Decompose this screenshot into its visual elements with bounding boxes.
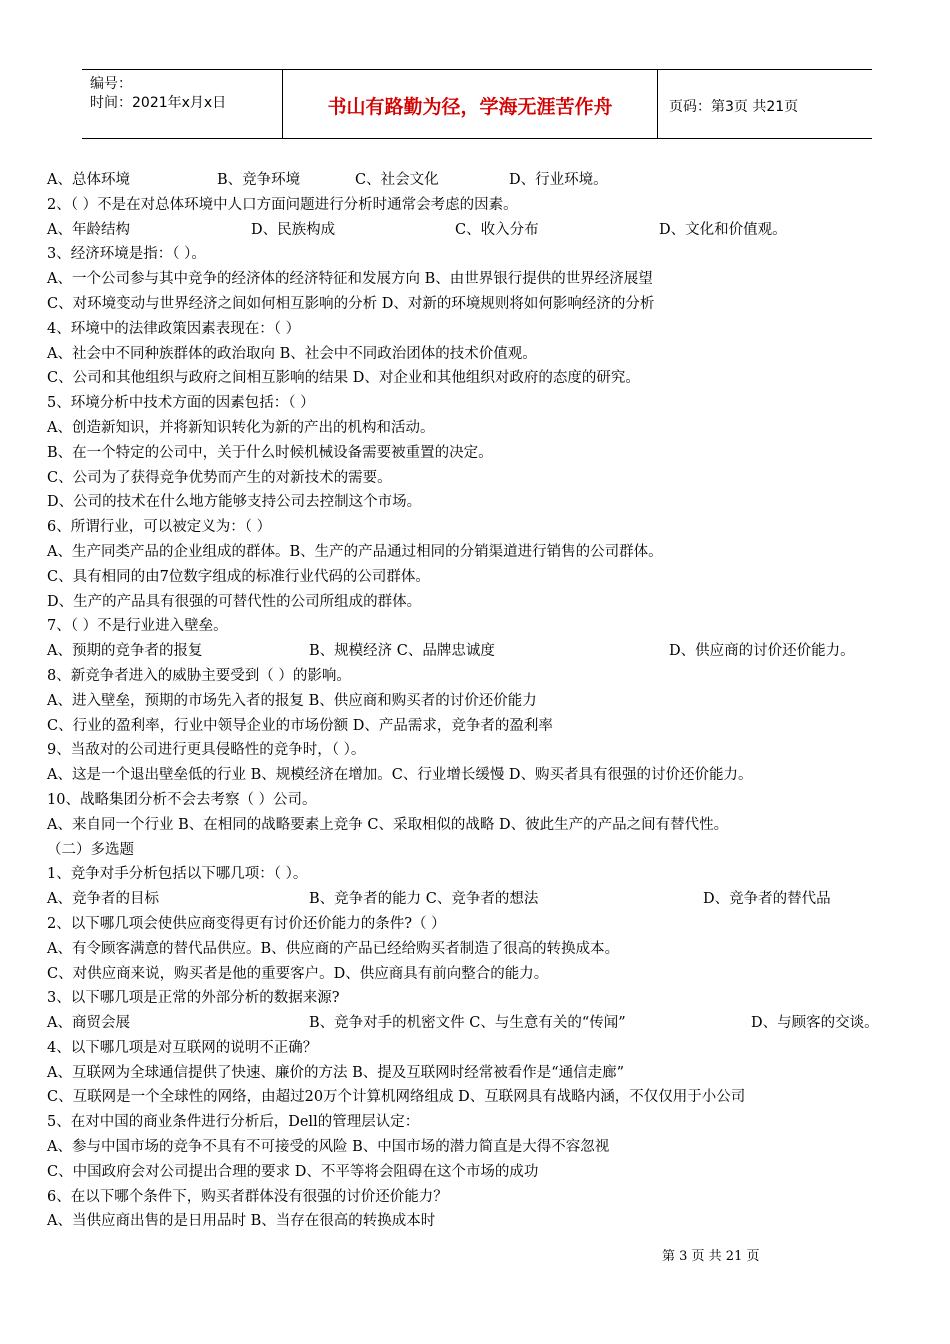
text-segment: D、文化和价值观。 xyxy=(659,221,787,238)
text-segment: A、商贸会展 xyxy=(47,1015,130,1032)
text-segment: 4、以下哪几项是对互联网的说明不正确？ xyxy=(47,1039,318,1056)
text-segment: A、总体环境 xyxy=(47,172,130,188)
text-segment: 8、新竞争者进入的威胁主要受到（ ）的影响。 xyxy=(47,667,351,684)
text-segment: A、社会中不同种族群体的政治取向 B、社会中不同政治团体的技术价值观。 xyxy=(47,345,537,362)
text-segment: B、竞争者的能力 C、竞争者的想法 xyxy=(309,891,539,908)
text-segment: 5、在对中国的商业条件进行分析后，Dell的管理层认定： xyxy=(47,1114,420,1131)
text-line xyxy=(47,1061,907,1086)
text-segment: C、收入分布 xyxy=(455,221,539,238)
text-segment: C、具有相同的由7位数字组成的标准行业代码的公司群体。 xyxy=(47,568,430,585)
header-meta-cell xyxy=(82,70,282,138)
text-line xyxy=(47,763,907,788)
text-segment: A、来自同一个行业 B、在相同的战略要素上竞争 C、采取相似的战略 D、彼此生产的产品之间有替代性。 xyxy=(47,816,729,833)
text-line xyxy=(47,986,907,1011)
text-line xyxy=(47,366,907,391)
text-segment: 10、战略集团分析不会去考察（ ）公司。 xyxy=(47,791,317,808)
text-segment: 4、环境中的法律政策因素表现在：（ ） xyxy=(47,320,301,337)
text-segment: C、公司为了获得竞争优势而产生的对新技术的需要。 xyxy=(47,469,392,486)
text-segment: A、互联网为全球通信提供了快速、廉价的方法 B、提及互联网时经常被看作是“通信走廊” xyxy=(47,1064,625,1081)
text-segment: A、有令顾客满意的替代品供应。B、供应商的产品已经给购买者制造了很高的转换成本。 xyxy=(47,940,620,957)
text-line xyxy=(47,1011,907,1036)
text-line xyxy=(47,937,907,962)
text-line xyxy=(47,565,907,590)
text-segment: 9、当敌对的公司进行更具侵略性的竞争时，（ ）。 xyxy=(47,742,366,759)
text-segment: （二）多选题 xyxy=(47,841,134,858)
text-segment: 5、环境分析中技术方面的因素包括：（ ） xyxy=(47,395,315,412)
text-segment: D、生产的产品具有很强的可替代性的公司所组成的群体。 xyxy=(47,593,422,610)
text-segment: A、生产同类产品的企业组成的群体。B、生产的产品通过相同的分销渠道进行销售的公司群体。 xyxy=(47,543,663,560)
text-line xyxy=(47,838,907,863)
text-line xyxy=(47,912,907,937)
page-footer: 第 3 页 共 21 页 xyxy=(662,1249,760,1264)
text-line xyxy=(47,1036,907,1061)
text-segment: D、行业环境。 xyxy=(509,172,608,188)
text-segment: 3、经济环境是指：（ ）。 xyxy=(47,246,206,263)
text-segment: C、对环境变动与世界经济之间如何相互影响的分析 D、对新的环境规则将如何影响经济的分析 xyxy=(47,295,655,312)
text-line xyxy=(47,391,907,416)
text-line xyxy=(47,490,907,515)
text-line xyxy=(47,614,907,639)
text-segment: A、参与中国市场的竞争不具有不可接受的风险 B、中国市场的潜力简直是大得不容忽视 xyxy=(47,1139,610,1156)
text-segment: D、供应商的讨价还价能力。 xyxy=(669,643,855,660)
text-segment: C、公司和其他组织与政府之间相互影响的结果 D、对企业和其他组织对政府的态度的研究。 xyxy=(47,370,640,387)
text-segment: A、一个公司参与其中竞争的经济体的经济特征和发展方向 B、由世界银行提供的世界经济展望 xyxy=(47,271,653,288)
text-line xyxy=(47,664,907,689)
text-line xyxy=(47,441,907,466)
text-segment: A、竞争者的目标 xyxy=(47,891,159,908)
text-line xyxy=(47,540,907,565)
text-segment: 1、竞争对手分析包括以下哪几项：（ ）。 xyxy=(47,866,308,883)
text-segment: 6、在以下哪个条件下，购买者群体没有很强的讨价还价能力？ xyxy=(47,1188,448,1205)
text-line xyxy=(47,639,907,664)
text-line xyxy=(47,292,907,317)
text-line xyxy=(47,1135,907,1160)
text-segment: A、这是一个退出壁垒低的行业 B、规模经济在增加。C、行业增长缓慢 D、购买者具有很强的讨价还价能力。 xyxy=(47,767,753,784)
text-segment: A、预期的竞争者的报复 xyxy=(47,643,203,660)
text-segment: B、规模经济 C、品牌忠诚度 xyxy=(309,643,495,660)
text-segment: C、中国政府会对公司提出合理的要求 D、不平等将会阻碍在这个市场的成功 xyxy=(47,1163,539,1180)
text-line xyxy=(47,689,907,714)
header-motto-cell xyxy=(282,70,658,138)
text-segment: 2、（ ）不是在对总体环境中人口方面问题进行分析时通常会考虑的因素。 xyxy=(47,196,518,213)
text-line xyxy=(47,218,907,243)
text-segment: A、进入壁垒，预期的市场先入者的报复 B、供应商和购买者的讨价还价能力 xyxy=(47,692,537,709)
text-line xyxy=(47,813,907,838)
text-segment: B、竞争对手的机密文件 C、与生意有关的“传闻” xyxy=(309,1015,626,1032)
text-line xyxy=(47,168,907,193)
text-segment: C、对供应商来说，购买者是他的重要客户。D、供应商具有前向整合的能力。 xyxy=(47,965,549,982)
text-line xyxy=(47,862,907,887)
number-label: 编号： xyxy=(90,76,132,92)
text-segment: C、行业的盈利率，行业中领导企业的市场份额 D、产品需求，竞争者的盈利率 xyxy=(47,717,553,734)
text-line xyxy=(47,590,907,615)
text-line xyxy=(47,515,907,540)
text-segment: D、公司的技术在什么地方能够支持公司去控制这个市场。 xyxy=(47,494,422,511)
text-line xyxy=(47,193,907,218)
text-segment: C、社会文化 xyxy=(355,172,439,188)
page-info: 页码：第3页 共21页 xyxy=(669,99,799,115)
document-body xyxy=(47,168,907,1234)
text-line xyxy=(47,317,907,342)
text-segment: 7、（ ）不是行业进入壁垒。 xyxy=(47,618,228,635)
text-segment: 3、以下哪几项是正常的外部分析的数据来源? xyxy=(47,990,340,1007)
text-line xyxy=(47,242,907,267)
text-segment: B、在一个特定的公司中，关于什么时候机械设备需要被重置的决定。 xyxy=(47,444,493,461)
text-line xyxy=(47,1085,907,1110)
text-line xyxy=(47,887,907,912)
text-line xyxy=(47,962,907,987)
page-header xyxy=(82,69,872,139)
text-segment: D、与顾客的交谈。 xyxy=(751,1015,879,1032)
text-line xyxy=(47,267,907,292)
text-segment: D、竞争者的替代品 xyxy=(703,891,831,908)
text-line xyxy=(47,714,907,739)
time-label: 时间：2021年x月x日 xyxy=(90,95,227,111)
text-segment: A、当供应商出售的是日用品时 B、当存在很高的转换成本时 xyxy=(47,1213,436,1230)
text-line xyxy=(47,466,907,491)
text-line xyxy=(47,788,907,813)
motto-text: 书山有路勤为径，学海无涯苦作舟 xyxy=(327,96,613,118)
text-segment: 2、以下哪几项会使供应商变得更有讨价还价能力的条件?（ ） xyxy=(47,915,446,932)
text-segment: A、创造新知识，并将新知识转化为新的产出的机构和活动。 xyxy=(47,419,435,436)
text-segment: A、年龄结构 xyxy=(47,221,130,238)
text-segment: C、互联网是一个全球性的网络，由超过20万个计算机网络组成 D、互联网具有战略内涵，不仅仅用于小公司 xyxy=(47,1089,746,1106)
text-segment: D、民族构成 xyxy=(251,221,336,238)
text-line xyxy=(47,416,907,441)
text-segment: 6、所谓行业，可以被定义为：（ ） xyxy=(47,519,272,536)
text-line xyxy=(47,1110,907,1135)
text-line xyxy=(47,1160,907,1185)
text-line xyxy=(47,1185,907,1210)
text-line xyxy=(47,1209,907,1234)
text-segment: B、竞争环境 xyxy=(217,172,301,188)
text-line xyxy=(47,738,907,763)
header-page-cell xyxy=(657,70,872,138)
text-line xyxy=(47,342,907,367)
